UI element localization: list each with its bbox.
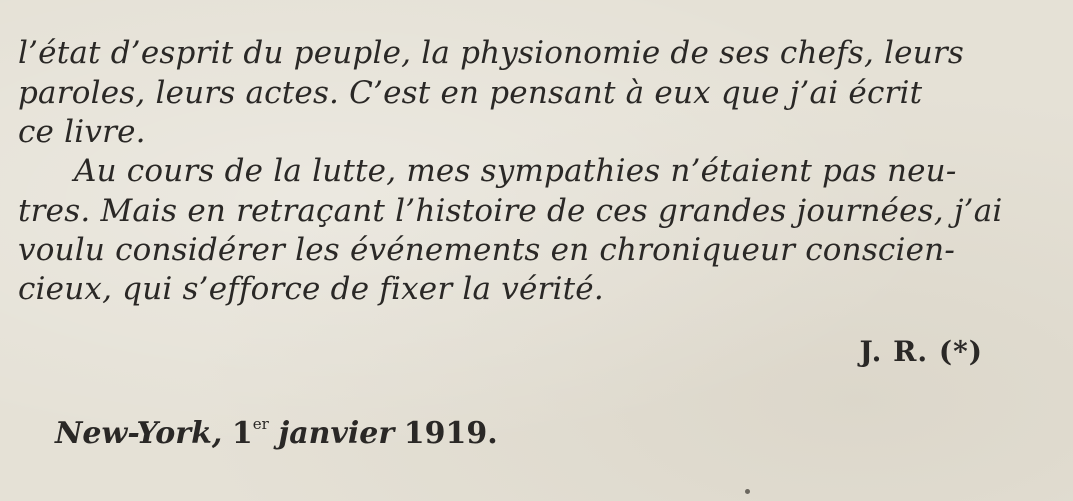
dateline-year: 1919.: [403, 416, 498, 451]
text-line-6: voulu considérer les événements en chroniqueur conscien-: [18, 232, 955, 268]
dateline-month: janvier: [278, 416, 395, 451]
author-signature: J. R. (*): [859, 335, 983, 368]
text-line-2: paroles, leurs actes. C’est en pensant à eux que j’ai écrit: [18, 75, 923, 111]
text-line-5: tres. Mais en retraçant l’histoire de ces grandes journées, j’ai: [18, 193, 1003, 229]
text-line-3: ce livre.: [18, 114, 146, 150]
text-line-1: l’état d’esprit du peuple, la physionomie de ses chefs, leurs: [18, 35, 965, 71]
paper-speck: [745, 489, 750, 494]
text-line-4: Au cours de la lutte, mes sympathies n’étaient pas neu-: [74, 153, 957, 189]
dateline: [55, 415, 498, 451]
dateline-day: 1: [231, 416, 253, 451]
dateline-day-suffix: er: [252, 415, 269, 433]
dateline-city: New-York,: [55, 416, 223, 451]
text-line-7: cieux, qui s’efforce de fixer la vérité.: [18, 271, 604, 307]
